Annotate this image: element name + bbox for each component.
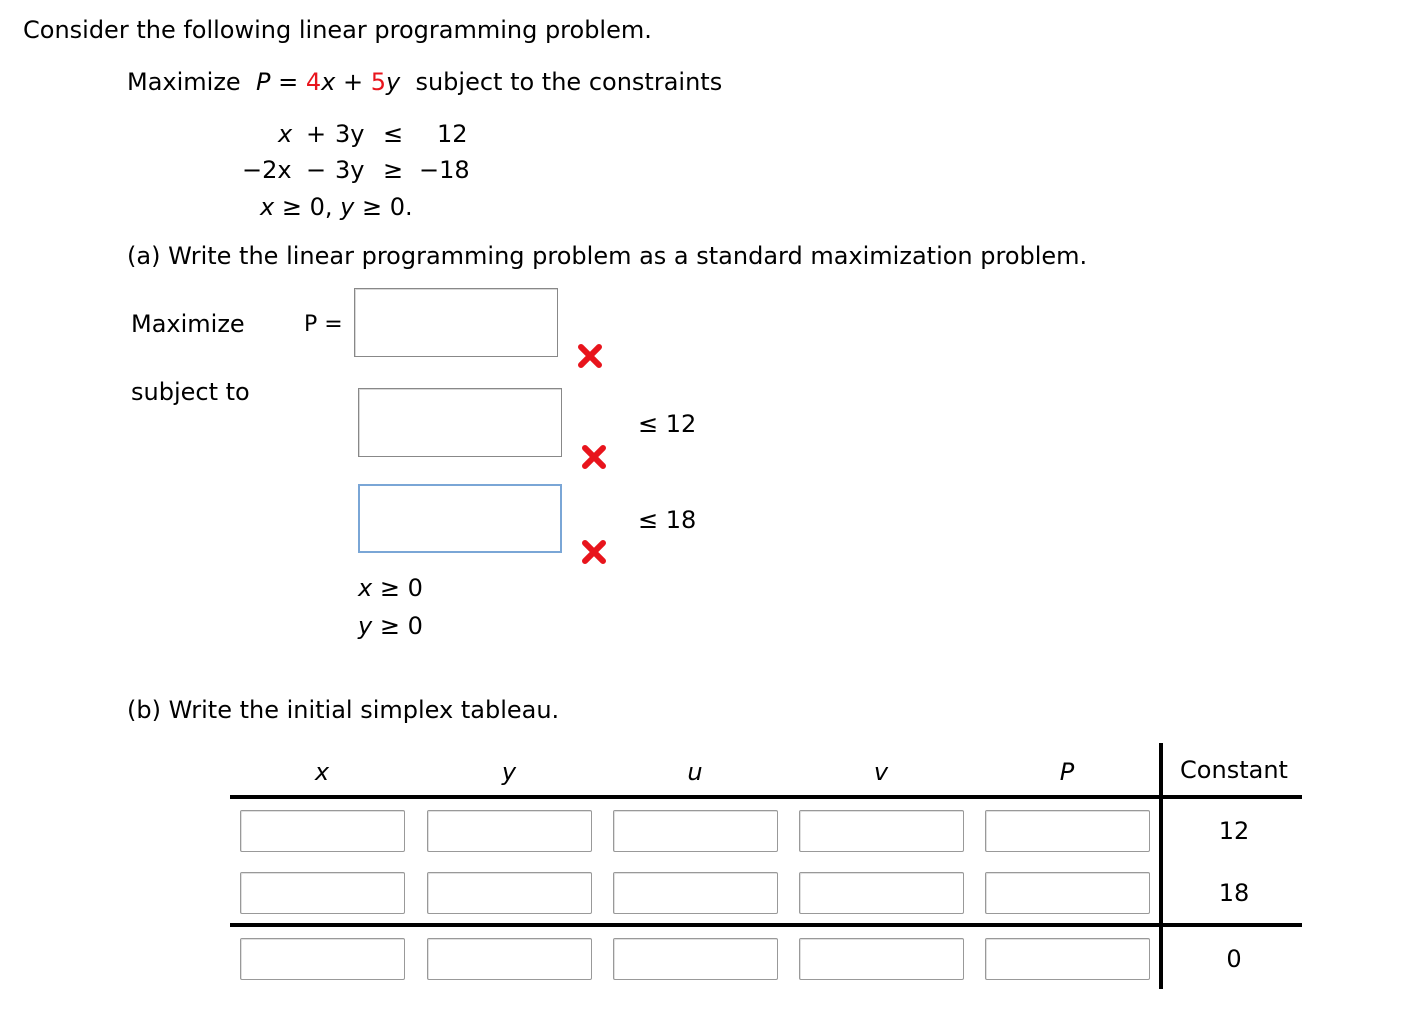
nonneg-y-rel: ≥ 0	[379, 612, 423, 640]
tableau-constant-r3: 0	[1226, 945, 1242, 973]
c2-lhs-a: −2x	[242, 156, 292, 184]
tableau-cell-r1-p[interactable]	[985, 810, 1150, 852]
c1-rhs: 12	[437, 120, 468, 148]
var-x: x	[321, 68, 336, 96]
nonneg-y-var: y	[358, 612, 373, 640]
header-u: u	[687, 758, 703, 786]
intro-text: Consider the following linear programming problem.	[23, 16, 652, 44]
nonneg-x-answer	[358, 574, 423, 602]
tableau-constant-divider	[1159, 743, 1163, 989]
part-b-prompt: (b) Write the initial simplex tableau.	[127, 696, 560, 724]
c2-lhs-b: 3y	[335, 156, 365, 184]
tableau-cell-r3-x[interactable]	[240, 938, 405, 980]
header-v: v	[873, 758, 889, 786]
objective-var: P	[255, 68, 271, 96]
tableau-cell-r3-v[interactable]	[799, 938, 964, 980]
header-constant: Constant	[1180, 756, 1288, 784]
nonneg-tail: 0.	[389, 193, 413, 221]
rhs1-label: ≤ 12	[638, 410, 697, 438]
c2-rhs: −18	[419, 156, 470, 184]
tableau-cell-r1-v[interactable]	[799, 810, 964, 852]
constraint1-input[interactable]	[358, 388, 562, 457]
constraint2-input[interactable]	[358, 484, 562, 553]
objective-tail: subject to the constraints	[415, 68, 723, 96]
c2-rel: ≥	[383, 156, 404, 184]
c1-rel: ≤	[383, 120, 404, 148]
tableau-cell-r1-u[interactable]	[613, 810, 778, 852]
tableau-cell-r2-v[interactable]	[799, 872, 964, 914]
nonneg-y-answer	[358, 612, 423, 640]
c1-lhs-op: +	[306, 120, 327, 148]
header-y: y	[501, 758, 517, 786]
header-x: x	[314, 758, 330, 786]
maximize-label: Maximize	[131, 310, 245, 338]
tableau-cell-r3-y[interactable]	[427, 938, 592, 980]
part-a-prompt: (a) Write the linear programming problem as a standard maximization problem.	[127, 242, 1088, 270]
tableau-constant-r2: 18	[1218, 879, 1250, 907]
tableau-constant-r1: 12	[1218, 817, 1250, 845]
tableau-cell-r1-y[interactable]	[427, 810, 592, 852]
objective-eq: =	[278, 68, 299, 96]
tableau-cell-r3-p[interactable]	[985, 938, 1150, 980]
x-mark-icon	[581, 444, 607, 470]
objective-input[interactable]	[354, 288, 558, 357]
nonneg-ge1: ≥ 0,	[281, 193, 333, 221]
x-mark-icon	[581, 539, 607, 565]
maximize-word: Maximize	[127, 68, 241, 96]
tableau-objective-rule	[230, 923, 1302, 927]
tableau-cell-r2-u[interactable]	[613, 872, 778, 914]
coef-y: 5	[370, 68, 386, 96]
subject-to-label: subject to	[131, 378, 250, 406]
tableau-cell-r2-p[interactable]	[985, 872, 1150, 914]
c1-lhs-a: x	[278, 120, 293, 148]
nonneg-line	[260, 193, 413, 221]
var-y: y	[386, 68, 401, 96]
x-mark-icon	[577, 343, 603, 369]
header-p: P	[1059, 758, 1075, 786]
tableau-cell-r2-y[interactable]	[427, 872, 592, 914]
c2-lhs-op: −	[306, 156, 327, 184]
nonneg-y: y	[340, 193, 355, 221]
tableau-cell-r2-x[interactable]	[240, 872, 405, 914]
nonneg-ge2: ≥	[361, 193, 383, 221]
tableau-header-rule	[230, 795, 1302, 799]
nonneg-x-var: x	[358, 574, 373, 602]
nonneg-x: x	[260, 193, 275, 221]
objective-plus: +	[342, 68, 364, 96]
nonneg-x-rel: ≥ 0	[379, 574, 423, 602]
tableau-cell-r3-u[interactable]	[613, 938, 778, 980]
c1-lhs-b: 3y	[335, 120, 365, 148]
tableau-cell-r1-x[interactable]	[240, 810, 405, 852]
coef-x: 4	[305, 68, 322, 96]
p-equals-label: P =	[304, 312, 343, 337]
objective-line	[127, 68, 722, 96]
rhs2-label: ≤ 18	[638, 506, 697, 534]
